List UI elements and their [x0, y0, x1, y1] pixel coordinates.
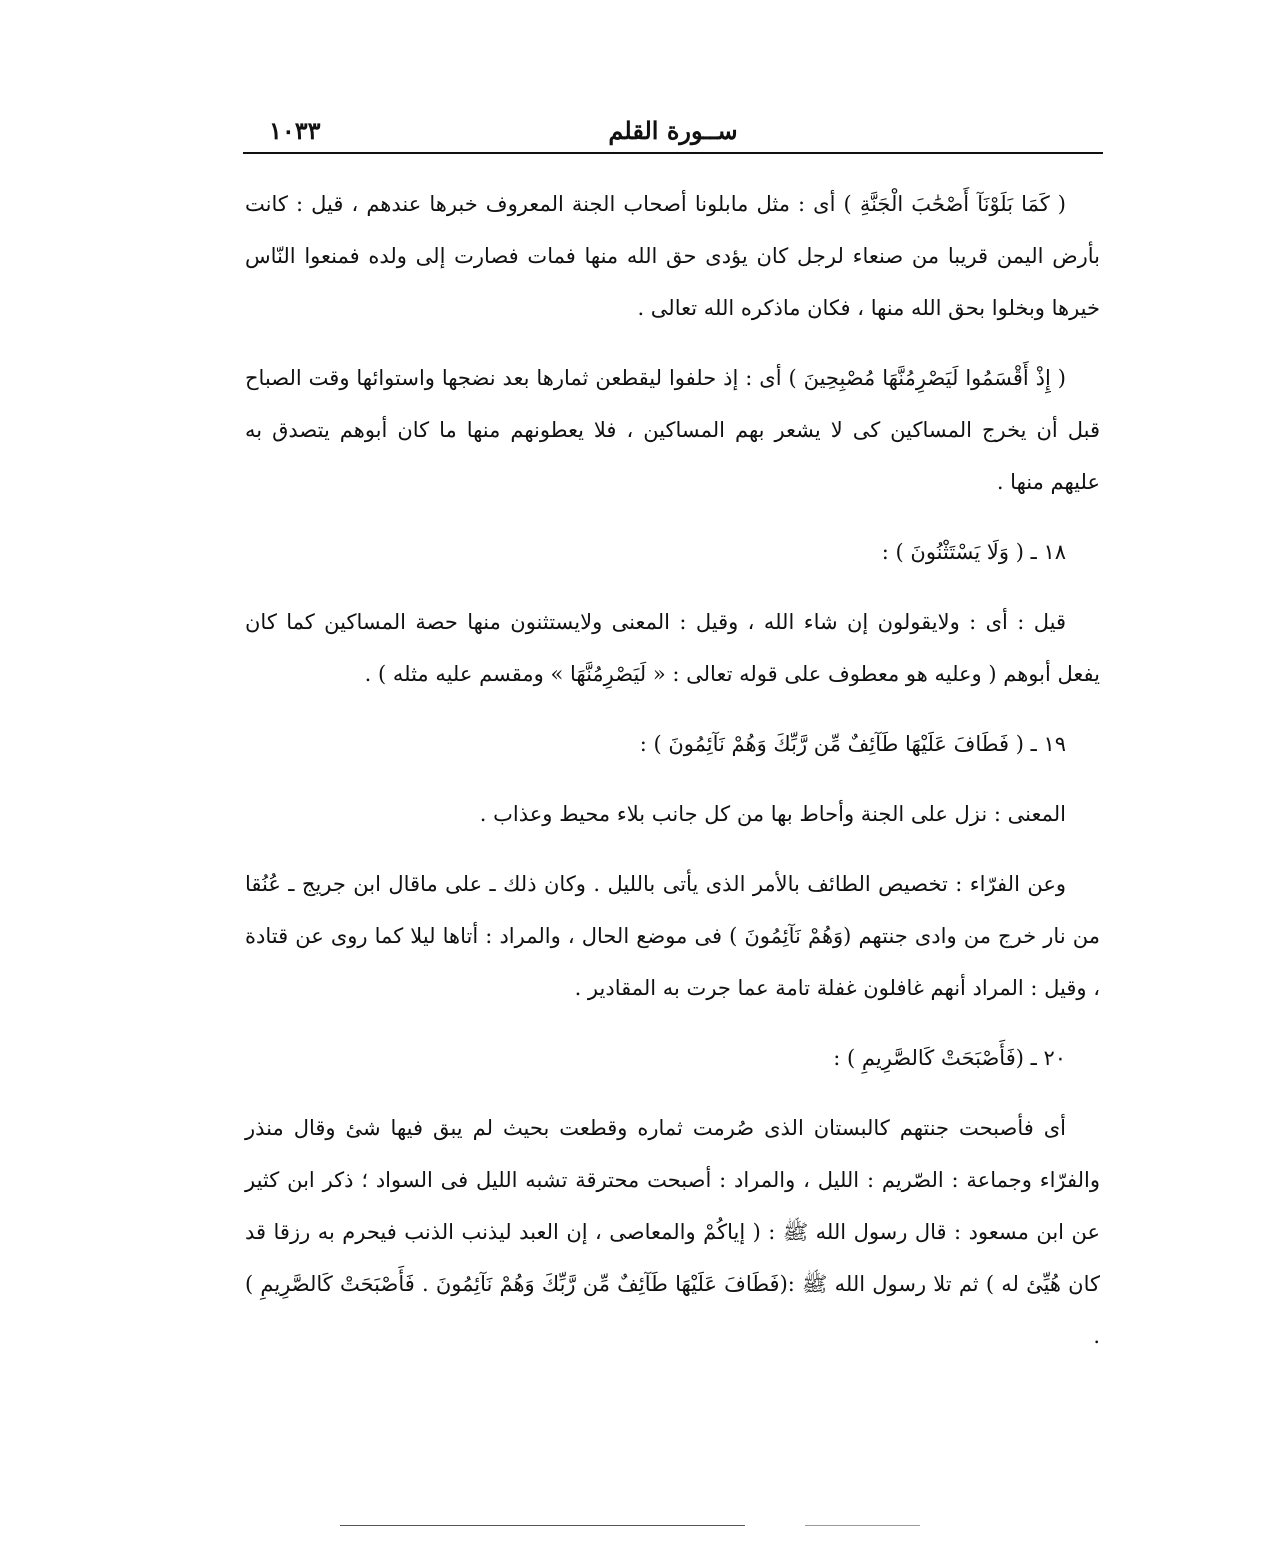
- paragraph-4: المعنى : نزل على الجنة وأحاط بها من كل جانب بلاء محيط وعذاب .: [479, 802, 1066, 826]
- verse-heading-20: ٢٠ ـ (فَأَصْبَحَتْ كَالصَّرِيمِ ) :: [833, 1046, 1066, 1070]
- paragraph-3: قيل : أى : ولايقولون إن شاء الله ، وقيل : المعنى ولايستثنون منها حصة المساكين كما كان يفعل أبوهم ( وعليه هو معطوف على قوله تعالى : « لَيَصْرِمُنَّهَا » ومقسم عليه مثله ) .: [245, 610, 1100, 686]
- paragraph-2: ( إِذْ أَقْسَمُوا لَيَصْرِمُنَّهَا مُصْبِحِينَ ) أى : إذ حلفوا ليقطعن ثمارها بعد نضجها واستوائها وقت الصباح قبل أن يخرج المساكين كى لا يشعر بهم المساكين ، فلا يعطونهم منها ما كان أبوهم يتصدق به عليهم منها .: [245, 366, 1100, 494]
- surah-title: ســورة القلم: [608, 116, 738, 145]
- paragraph-6: أى فأصبحت جنتهم كالبستان الذى صُرمت ثماره وقطعت بحيث لم يبق فيها شئ وقال منذر والفرّاء وجماعة : الصّريم : الليل ، والمراد : أصبحت محترقة تشبه الليل فى السواد ؛ ذكر ابن كثير عن ابن مسعود : قال رسول الله ﷺ : ( إياكُمْ والمعاصى ، إن العبد ليذنب الذنب فيحرم به رزقا قد كان هُيِّئ له ) ثم تلا رسول الله ﷺ :(فَطَافَ عَلَيْهَا طَآئِفٌ مِّن رَّبِّكَ وَهُمْ نَآئِمُونَ . فَأَصْبَحَتْ كَالصَّرِيمِ ) .: [245, 1116, 1100, 1348]
- verse-heading-18: ١٨ ـ ( وَلَا يَسْتَثْنُونَ ) :: [881, 540, 1066, 564]
- header-divider: [243, 152, 1103, 154]
- page-number: ١٠٣٣: [269, 116, 321, 145]
- verse-heading-19: ١٩ ـ ( فَطَافَ عَلَيْهَا طَآئِفٌ مِّن رَّبِّكَ وَهُمْ نَآئِمُونَ ) :: [639, 732, 1066, 756]
- document-body: [245, 178, 1100, 1380]
- footer-divider: [340, 1525, 745, 1526]
- paragraph-5: وعن الفرّاء : تخصيص الطائف بالأمر الذى يأتى بالليل . وكان ذلك ـ على ماقال ابن جريج ـ عُنُقا من نار خرج من وادى جنتهم (وَهُمْ نَآئِمُونَ ) فى موضع الحال ، والمراد : أتاها ليلا كما روى عن قتادة ، وقيل : المراد أنهم غافلون غفلة تامة عما جرت به المقادير .: [245, 872, 1100, 1000]
- footer-divider-short: [805, 1525, 920, 1526]
- paragraph-1: ( كَمَا بَلَوْنَآ أَصْحَٰبَ الْجَنَّةِ ) أى : مثل مابلونا أصحاب الجنة المعروف خبرها عندهم ، قيل : كانت بأرض اليمن قريبا من صنعاء لرجل كان يؤدى حق الله منها فمات فصارت إلى ولده فمنعوا النّاس خيرها وبخلوا بحق الله منها ، فكان ماذكره الله تعالى .: [245, 192, 1100, 320]
- page-header: [243, 112, 1103, 154]
